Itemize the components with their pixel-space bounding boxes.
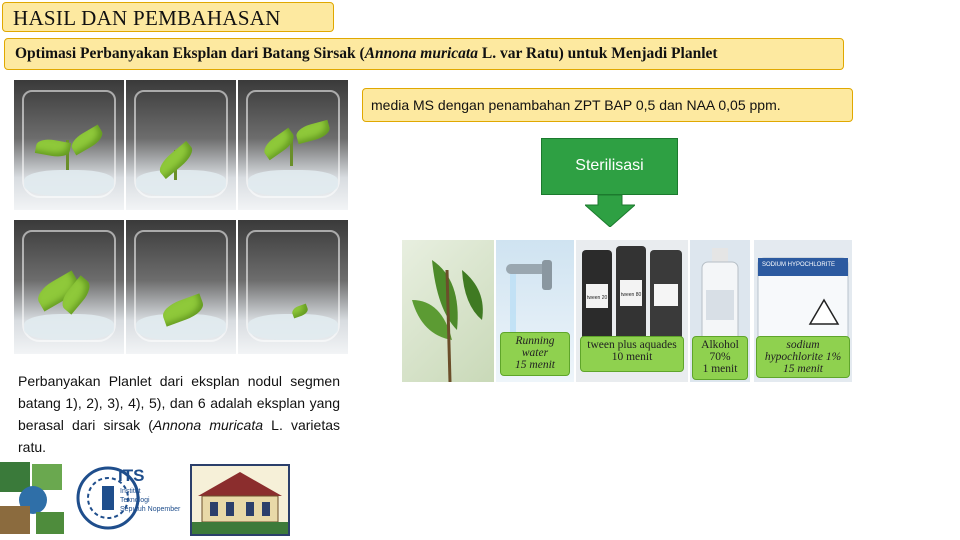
plantlet-photo-2 — [126, 80, 236, 210]
step-label-line: Alkohol — [701, 339, 739, 351]
arrow-down-icon — [585, 195, 635, 227]
chemical-tub-text: SODIUM HYPOCHLORITE — [762, 262, 836, 268]
slide-title — [2, 2, 334, 32]
sterilization-title: Sterilisasi — [575, 157, 644, 174]
plantlet-photo-3 — [238, 80, 348, 210]
its-name: ITS — [118, 466, 145, 485]
its-line-3: Sepuluh Nopember — [120, 506, 181, 513]
subtitle-species: Annona muricata — [364, 45, 478, 62]
building-icon — [192, 466, 288, 534]
step-label-line: 1 menit — [702, 363, 738, 375]
step-label-line: Running — [515, 335, 555, 347]
step-label-line: 70% — [709, 351, 731, 363]
running-water-photo — [496, 240, 574, 382]
step-label-line: 15 menit — [783, 363, 823, 375]
plantlet-photo-6 — [238, 220, 348, 354]
step-label-line: hypochlorite 1% — [764, 351, 842, 363]
alcohol-bottle-photo — [690, 240, 750, 382]
bottle-label-b: tween 80 — [621, 292, 642, 298]
step-label-line: water — [521, 347, 549, 359]
subtitle-text-start: Optimasi Perbanyakan Eksplan dari Batang Sirsak ( — [15, 45, 365, 62]
step-label-alcohol — [692, 336, 748, 380]
collage-logo — [0, 462, 66, 534]
subtitle-text-end: L. var Ratu) untuk Menjadi Planlet — [477, 45, 718, 62]
bottle-label-a: tween 20 — [587, 295, 608, 301]
slide-subtitle — [4, 38, 844, 70]
its-logo — [74, 464, 186, 532]
step-label-sodium-hypochlorite — [756, 336, 850, 378]
tween-bottles-photo — [576, 240, 688, 382]
step-label-line: tween plus aquades — [587, 339, 677, 351]
its-line-2: Teknologi — [120, 497, 150, 504]
step-label-line: 10 menit — [611, 351, 653, 363]
plantlet-photo-1 — [14, 80, 124, 210]
caption-text-end: L. varietas ratu. — [18, 417, 340, 455]
sterilization-steps-strip — [402, 240, 854, 382]
leaf-sample-photo — [402, 240, 494, 382]
plantlet-photo-grid — [14, 80, 348, 354]
its-line-1: Institut — [120, 488, 141, 495]
media-note — [362, 88, 853, 122]
step-label-line: 15 menit — [515, 359, 555, 371]
slide-title-text: HASIL DAN PEMBAHASAN — [13, 6, 281, 30]
leaf-icon — [402, 240, 494, 382]
media-note-text: media MS dengan penambahan ZPT BAP 0,5 dan NAA 0,05 ppm. — [371, 97, 781, 113]
plantlet-photo-5 — [126, 220, 236, 354]
sterilization-box — [541, 138, 678, 195]
step-label-tween — [580, 336, 684, 372]
sodium-hypochlorite-photo — [754, 240, 852, 382]
institution-building-logo — [190, 464, 290, 536]
plantlet-photo-4 — [14, 220, 124, 354]
caption-text-start: Perbanyakan Planlet dari eksplan nodul segmen batang 1), 2), 3), 4), 5), dan 6 adalah eksplan yang berasal dari sirsak ( — [18, 373, 340, 433]
step-label-line: sodium — [786, 339, 820, 351]
step-label-running-water — [500, 332, 570, 376]
figure-caption — [18, 370, 340, 458]
biology-collage-icon — [0, 462, 66, 534]
caption-species: Annona muricata — [152, 417, 264, 433]
